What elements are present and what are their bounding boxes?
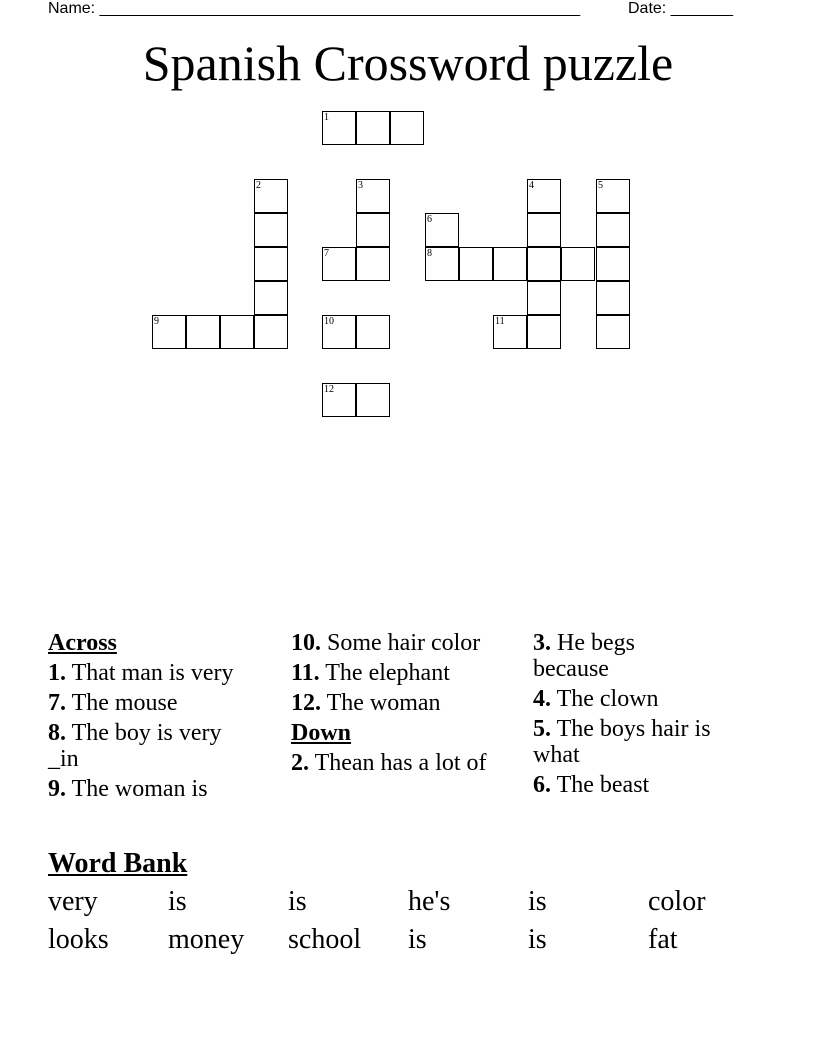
clue-number: 2 — [256, 180, 261, 191]
clue-number: 12 — [324, 384, 334, 395]
crossword-cell[interactable] — [356, 383, 390, 417]
crossword-cell[interactable] — [322, 383, 356, 417]
clue-down-4: 4. The clown — [533, 686, 659, 712]
word-bank-word: is — [528, 886, 547, 917]
clue-down-6: 6. The beast — [533, 772, 650, 798]
crossword-cell[interactable] — [527, 247, 561, 281]
clue-number: 1 — [324, 112, 329, 123]
word-bank-word: is — [168, 886, 187, 917]
crossword-cell[interactable] — [254, 213, 288, 247]
clue-across-8: 8. The boy is very _in — [48, 720, 222, 772]
crossword-cell[interactable] — [356, 213, 390, 247]
crossword-cell[interactable] — [493, 315, 527, 349]
crossword-cell[interactable] — [527, 281, 561, 315]
clue-number: 8 — [427, 248, 432, 259]
crossword-cell[interactable] — [596, 281, 630, 315]
clues-column-3 — [533, 630, 733, 802]
clue-number: 7 — [324, 248, 329, 259]
word-bank-word: fat — [648, 924, 678, 955]
crossword-cell[interactable] — [152, 315, 186, 349]
crossword-cell[interactable] — [356, 111, 390, 145]
clue-across-9: 9. The woman is — [48, 776, 208, 802]
word-bank-word: color — [648, 886, 706, 917]
clue-number: 10 — [324, 316, 334, 327]
clue-down-3: 3. He begs because — [533, 630, 635, 682]
word-bank-word: he's — [408, 886, 451, 917]
crossword-cell[interactable] — [596, 247, 630, 281]
crossword-cell[interactable] — [425, 213, 459, 247]
clue-number: 9 — [154, 316, 159, 327]
clue-across-12: 12. The woman — [291, 690, 441, 716]
crossword-cell[interactable] — [527, 179, 561, 213]
name-line[interactable]: Name: ______________________________________________________ — [48, 0, 581, 17]
crossword-cell[interactable] — [356, 179, 390, 213]
clues-column-2 — [291, 630, 491, 780]
crossword-cell[interactable] — [356, 315, 390, 349]
across-heading: Across — [48, 630, 117, 656]
crossword-cell[interactable] — [390, 111, 424, 145]
crossword-cell[interactable] — [322, 315, 356, 349]
clue-across-10: 10. Some hair color — [291, 630, 481, 656]
crossword-cell[interactable] — [596, 179, 630, 213]
word-bank-word: is — [288, 886, 307, 917]
crossword-cell[interactable] — [527, 213, 561, 247]
clue-across-1: 1. That man is very — [48, 660, 234, 686]
clue-number: 3 — [358, 180, 363, 191]
word-bank-word: very — [48, 886, 98, 917]
crossword-cell[interactable] — [356, 247, 390, 281]
crossword-cell[interactable] — [254, 281, 288, 315]
crossword-cell[interactable] — [254, 179, 288, 213]
crossword-cell[interactable] — [561, 247, 595, 281]
clue-number: 4 — [529, 180, 534, 191]
clue-number: 6 — [427, 214, 432, 225]
date-line[interactable]: Date: _______ — [628, 0, 733, 17]
word-bank-title: Word Bank — [48, 848, 188, 879]
crossword-cell[interactable] — [322, 111, 356, 145]
crossword-cell[interactable] — [186, 315, 220, 349]
clue-down-5: 5. The boys hair is what — [533, 716, 711, 768]
page-title: Spanish Crossword puzzle — [142, 35, 674, 91]
clue-number: 5 — [598, 180, 603, 191]
clues-column-1 — [48, 630, 258, 806]
clue-across-11: 11. The elephant — [291, 660, 450, 686]
crossword-cell[interactable] — [220, 315, 254, 349]
clue-across-7: 7. The mouse — [48, 690, 178, 716]
crossword-cell[interactable] — [527, 315, 561, 349]
clue-down-2: 2. Thean has a lot of — [291, 750, 487, 776]
crossword-cell[interactable] — [254, 247, 288, 281]
crossword-cell[interactable] — [322, 247, 356, 281]
word-bank-word: is — [408, 924, 427, 955]
crossword-cell[interactable] — [596, 315, 630, 349]
crossword-cell[interactable] — [254, 315, 288, 349]
clue-number: 11 — [495, 316, 505, 327]
word-bank-word: is — [528, 924, 547, 955]
word-bank-word: school — [288, 924, 362, 955]
down-heading: Down — [291, 720, 352, 746]
crossword-cell[interactable] — [425, 247, 459, 281]
crossword-cell[interactable] — [596, 213, 630, 247]
header — [48, 0, 748, 18]
crossword-cell[interactable] — [459, 247, 493, 281]
crossword-cell[interactable] — [493, 247, 527, 281]
word-bank-word: money — [168, 924, 245, 955]
word-bank-word: looks — [48, 924, 109, 955]
